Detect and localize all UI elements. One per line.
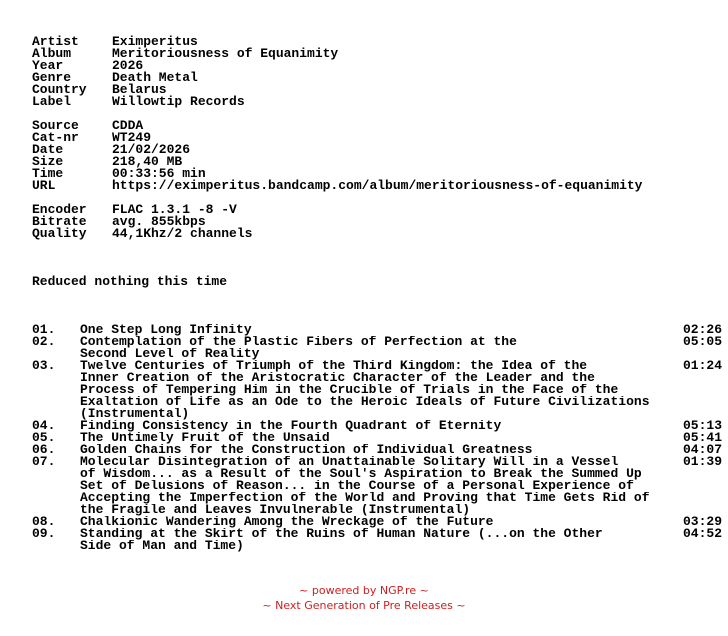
track-number [32,540,80,552]
info-key: Genre [32,70,72,85]
track-title: Process of Tempering Him in the Crucible of Trials in the Face of the [80,384,619,396]
info-key: Quality [32,226,87,241]
track-row [32,528,722,540]
track-row [32,432,722,444]
track-row [32,420,722,432]
track-title: Second Level of Reality [80,348,260,360]
info-key: Artist [32,34,79,49]
encoding-info-block [32,204,722,240]
track-number: 08. [32,514,56,529]
track-number [32,396,80,408]
track-row [32,336,722,348]
info-value: 44,1Khz/2 channels [112,226,253,241]
info-value: Meritoriousness of Equanimity [112,46,339,61]
info-row [32,180,722,192]
nfo-document [32,36,722,552]
info-key: Size [32,154,64,169]
footer-tagline: ~ Next Generation of Pre Releases ~ [262,599,466,612]
info-key: Album [32,46,72,61]
track-number [32,372,80,384]
track-title: of Wisdom... as a Result of the Soul's Aspiration to Break the Summed Up [80,468,642,480]
track-duration: 04:07 [682,442,722,457]
info-row [32,96,722,108]
track-duration: 01:24 [682,358,722,373]
info-key: Label [32,94,72,109]
track-row-continuation [32,480,722,492]
track-number: 01. [32,322,56,337]
track-row-continuation [32,396,722,408]
track-duration: 05:13 [682,418,722,433]
track-title: (Instrumental) [80,408,190,420]
info-key: Encoder [32,202,87,217]
tracklist [32,324,722,552]
info-value: 2026 [112,58,144,73]
track-title: Finding Consistency in the Fourth Quadrant of Eternity [80,420,502,432]
track-duration: 03:29 [682,514,722,529]
track-title: Exaltation of Life as an Ode to the Heroic Ideals of Future Civilizations [80,396,650,408]
track-row-continuation [32,492,722,504]
track-title: Standing at the Skirt of the Ruins of Human Nature (...on the Other [80,528,603,540]
info-value: WT249 [112,130,152,145]
info-value: Belarus [112,82,167,97]
track-row-continuation [32,384,722,396]
track-title: Chalkionic Wandering Among the Wreckage of the Future [80,516,494,528]
info-key: Cat-nr [32,130,79,145]
track-row-continuation [32,468,722,480]
track-row-continuation [32,408,722,420]
track-duration: 05:05 [682,334,722,349]
track-title: Molecular Disintegration of an Unattainable Solitary Will in a Vessel [80,456,619,468]
track-duration: 02:26 [682,322,722,337]
spacer [32,240,722,252]
release-note: Reduced nothing this time [32,274,228,289]
info-value: 21/02/2026 [112,142,191,157]
info-key: Date [32,142,64,157]
track-row [32,516,722,528]
info-value: https://eximperitus.bandcamp.com/album/meritoriousness-of-equanimity [112,178,643,193]
info-key: Bitrate [32,214,87,229]
track-number [32,492,80,504]
track-number [32,480,80,492]
footer-powered-by: ~ powered by NGP.re ~ [299,584,429,597]
info-value: Death Metal [112,70,198,85]
track-number: 03. [32,358,56,373]
track-number [32,384,80,396]
track-duration: 01:39 [682,454,722,469]
track-title: the Fragile and Leaves Invulnerable (Instrumental) [80,504,471,516]
info-key: Year [32,58,64,73]
info-key: Country [32,82,87,97]
info-key: Time [32,166,64,181]
info-value: FLAC 1.3.1 -8 -V [112,202,237,217]
info-key: Source [32,118,79,133]
track-title: Golden Chains for the Construction of Individual Greatness [80,444,533,456]
track-number: 05. [32,430,56,445]
track-row [32,444,722,456]
info-value: CDDA [112,118,144,133]
track-number: 09. [32,526,56,541]
info-value: Eximperitus [112,34,198,49]
track-row-continuation [32,540,722,552]
spacer [32,312,722,324]
album-info-block [32,36,722,108]
track-duration: 04:52 [682,526,722,541]
source-info-block [32,120,722,192]
track-row [32,360,722,372]
info-value: Willowtip Records [112,94,245,109]
track-number: 06. [32,442,56,457]
track-duration: 05:41 [682,430,722,445]
track-row-continuation [32,348,722,360]
track-number: 02. [32,334,56,349]
track-row [32,456,722,468]
track-number [32,468,80,480]
track-title: Twelve Centuries of Triumph of the Third Kingdom: the Idea of the [80,360,588,372]
spacer [32,288,722,300]
spacer [32,252,722,264]
info-value: avg. 855kbps [112,214,206,229]
info-value: 218,40 MB [112,154,183,169]
track-row-continuation [32,504,722,516]
track-title: Side of Man and Time) [80,540,244,552]
info-key: URL [32,178,56,193]
track-title: Accepting the Imperfection of the World and Proving that Time Gets Rid of [80,492,650,504]
track-number: 07. [32,454,56,469]
track-title: Contemplation of the Plastic Fibers of Perfection at the [80,336,517,348]
track-title: Inner Creation of the Aristocratic Character of the Leader and the [80,372,595,384]
track-row-continuation [32,372,722,384]
track-row [32,324,722,336]
track-title: The Untimely Fruit of the Unsaid [80,432,330,444]
info-row [32,228,722,240]
track-title: Set of Delusions of Reason... in the Course of a Personal Experience of [80,480,634,492]
spacer [32,300,722,312]
info-value: 00:33:56 min [112,166,206,181]
track-title: One Step Long Infinity [80,324,252,336]
track-number: 04. [32,418,56,433]
